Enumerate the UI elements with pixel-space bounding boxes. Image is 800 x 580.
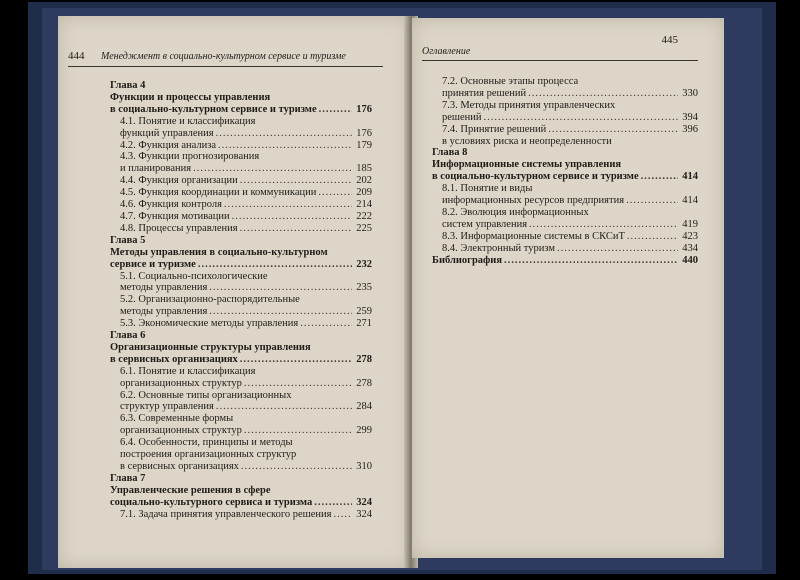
toc-entry [110,497,372,509]
toc-entry [110,128,372,140]
toc-page-number: 324 [356,508,372,520]
toc-entry-text: 4.4. Функция организации [120,175,238,187]
chapter-title: Методы управления в социально-культурном [110,246,328,258]
dot-leader [193,163,352,175]
toc-page-number: 202 [356,175,372,187]
toc-page-number: 225 [356,222,372,234]
dot-leader [209,306,352,318]
toc-entry [110,163,372,175]
toc-entry-text: организационных структур [120,377,242,389]
chapter-title: Информационные системы управления [432,159,622,171]
toc-entry [432,171,698,183]
toc-page-number: 278 [356,377,372,389]
right-page [412,18,724,558]
dot-leader [504,255,678,267]
toc-page-number: 330 [682,87,698,99]
toc-page-number: 179 [356,139,372,151]
toc-entry [110,354,372,366]
dot-leader [240,354,352,366]
toc-entry-text: в социально-культурном сервисе и туризме [432,171,639,183]
toc-entry-text: систем управления [442,218,528,230]
toc-page-number: 271 [356,318,372,330]
toc-page-number: 278 [356,353,372,365]
toc-line: 6.1. Понятие и классификация [120,365,256,377]
toc-line: 6.2. Основные типы организационных [120,389,292,401]
dot-leader [528,88,678,100]
toc-entry-text: организационных структур [120,425,242,437]
toc-line: 8.2. Эволюция информационных [442,206,589,218]
toc-entry [432,231,698,243]
toc-entry [110,282,372,294]
toc-entry-text: методы управления [120,282,208,294]
toc-entry-text: и планирования [120,163,192,175]
toc-entry-text: в сервисных организациях [120,461,239,472]
toc-page-number: 259 [356,306,372,318]
dot-leader [218,140,352,152]
toc-page-number: 434 [682,242,698,254]
right-running-head [422,34,714,57]
toc-entry-text: 4.5. Функция координации и коммуникации [120,187,317,199]
toc-page-number: 414 [682,171,698,183]
toc-entry [110,259,372,271]
left-running-title: Менеджмент в социально-культурном сервисе и туризме [101,51,346,62]
left-header-rule [68,66,383,67]
toc-page-number: 209 [356,187,372,199]
dot-leader [548,124,678,136]
toc-entry-text: 5.3. Экономические методы управления [120,318,299,330]
toc-entry [110,425,372,437]
toc-entry-text: сервисе и туризме [110,258,196,270]
chapter-label: Глава 5 [110,234,146,246]
toc-entry-text: информационных ресурсов предприятия [442,195,625,207]
toc-line: в условиях риска и неопределенности [442,135,612,147]
left-page [58,16,410,568]
toc-entry [432,243,698,255]
toc-page-number: 394 [682,111,698,123]
chapter-label: Глава 7 [110,472,146,484]
toc-entry-text: 8.3. Информационные системы в СКСиТ [442,230,625,242]
toc-entry-text: 4.7. Функция мотивации [120,210,230,222]
toc-entry-text: 4.6. Функция контроля [120,199,222,211]
toc-page-number: 440 [682,254,698,266]
toc-entry [432,124,698,136]
dot-leader [484,112,678,124]
toc-page-number: 310 [356,461,372,472]
toc-entry [110,306,372,318]
toc-page-number: 419 [682,218,698,230]
left-page-number: 444 [68,50,85,62]
right-page-number: 445 [661,34,678,46]
dot-leader [240,175,352,187]
dot-leader [334,509,353,521]
toc-entry [432,255,698,267]
toc-line: построения организационных структур [120,449,297,461]
dot-leader [216,128,352,140]
toc-page-number: 414 [682,195,698,207]
toc-entry-text: решений [442,111,482,123]
toc-page-number: 324 [356,496,372,508]
dot-leader [557,243,678,255]
toc-entry-text: структур управления [120,401,214,413]
toc-page-number: 176 [356,103,372,115]
toc-page-number: 284 [356,401,372,413]
toc-entry [110,175,372,187]
toc-page-number: 185 [356,163,372,175]
chapter-title: Организационные структуры управления [110,341,311,353]
dot-leader [209,282,352,294]
dot-leader [241,461,352,473]
toc-line: 5.1. Социально-психологические [120,270,268,282]
toc-line: 8.1. Понятие и виды [442,183,533,195]
chapter-label: Глава 6 [110,330,146,342]
right-toc [432,76,698,267]
chapter-title: Управленческие решения в сфере [110,484,271,496]
toc-entry [110,378,372,390]
toc-entry [110,187,372,199]
toc-page-number: 222 [356,210,372,222]
toc-page-number: 396 [682,123,698,135]
chapter-label: Глава 8 [432,147,468,159]
toc-page-number: 235 [356,282,372,294]
toc-line: 4.1. Понятие и классификация [120,115,256,127]
dot-leader [641,171,678,183]
toc-entry-text: принятия решений [442,87,527,99]
toc-page-number: 214 [356,199,372,211]
right-header-rule [422,60,698,61]
toc-entry-text: 4.2. Функция анализа [120,139,217,151]
dot-leader [244,378,352,390]
dot-leader [198,259,352,271]
dot-leader [244,425,352,437]
chapter-label: Глава 4 [110,80,146,91]
toc-entry-text: методы управления [120,306,208,318]
left-running-head [68,50,398,62]
toc-entry-text: 4.8. Процессы управления [120,222,238,234]
right-running-title: Оглавление [422,46,471,57]
toc-line: 4.3. Функции прогнозирования [120,151,260,163]
toc-entry [432,219,698,231]
toc-entry [110,461,372,473]
toc-entry [110,199,372,211]
toc-line: 6.3. Современные формы [120,413,234,425]
toc-entry [110,211,372,223]
chapter-title: Функции и процессы управления [110,91,271,103]
left-toc [110,80,372,521]
dot-leader [300,318,352,330]
toc-entry-text: Библиография [432,254,503,266]
dot-leader [224,199,352,211]
dot-leader [216,401,352,413]
dot-leader [314,497,352,509]
toc-entry [110,140,372,152]
toc-entry-text: 7.4. Принятие решений [442,123,547,135]
dot-leader [626,195,678,207]
dot-leader [232,211,352,223]
toc-entry [110,401,372,413]
toc-entry-text: в сервисных организациях [110,353,238,365]
dot-leader [319,104,352,116]
toc-entry-text: социально-культурного сервиса и туризма [110,496,313,508]
toc-entry [110,509,372,521]
toc-entry [110,104,372,116]
toc-line: 6.4. Особенности, принципы и методы [120,437,293,449]
dot-leader [627,231,678,243]
toc-page-number: 423 [682,230,698,242]
toc-entry-text: 8.4. Электронный туризм [442,242,555,254]
toc-entry-text: функций управления [120,127,214,139]
toc-entry [110,223,372,235]
dot-leader [318,187,352,199]
toc-entry [432,195,698,207]
toc-page-number: 176 [356,127,372,139]
dot-leader [529,219,678,231]
dot-leader [240,223,352,235]
toc-entry-text: 7.1. Задача принятия управленческого решения [120,508,332,520]
toc-line: 7.2. Основные этапы процесса [442,76,579,87]
toc-entry [110,318,372,330]
toc-entry [432,88,698,100]
toc-page-number: 232 [356,258,372,270]
toc-entry-text: в социально-культурном сервисе и туризме [110,103,317,115]
toc-line: 7.3. Методы принятия управленческих [442,99,616,111]
toc-entry [432,112,698,124]
toc-line: 5.2. Организационно-распорядительные [120,294,300,306]
toc-page-number: 299 [356,425,372,437]
